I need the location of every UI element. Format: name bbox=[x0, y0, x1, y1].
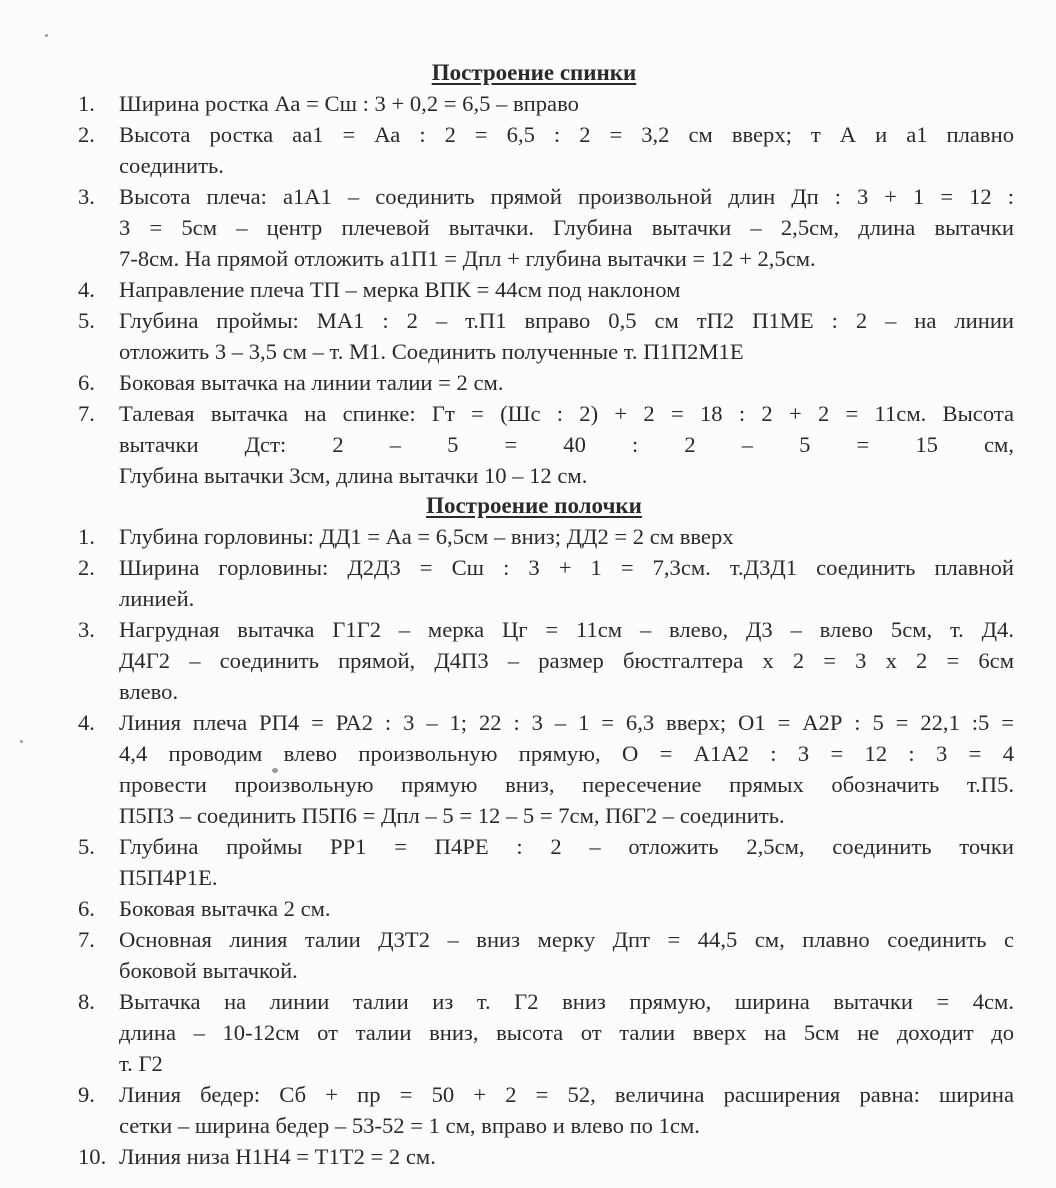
item-number: 5. bbox=[78, 834, 95, 859]
document-content bbox=[78, 58, 1014, 1172]
list-item bbox=[78, 305, 1014, 367]
item-number: 2. bbox=[78, 122, 95, 147]
item-text-line: Талевая вытачка на спинке: Гт = (Шс : 2) + 2 = 18 : 2 + 2 = 11см. Высота bbox=[119, 401, 1014, 426]
item-text-line: вытачки Дст: 2 – 5 = 40 : 2 – 5 = 15 см, bbox=[119, 432, 1014, 457]
item-text bbox=[119, 707, 1014, 831]
item-text-line: Боковая вытачка 2 см. bbox=[119, 896, 331, 921]
item-text-line: Вытачка на линии талии из т. Г2 вниз прямую, ширина вытачки = 4см. bbox=[119, 989, 1014, 1014]
list-item bbox=[78, 274, 1014, 305]
item-number: 7. bbox=[78, 401, 95, 426]
item-text-line: П5П3 – соединить П5П6 = Дпл – 5 = 12 – 5 = 7см, П6Г2 – соединить. bbox=[119, 803, 785, 828]
item-text-line: Д4Г2 – соединить прямой, Д4П3 – размер бюстгалтера х 2 = 3 х 2 = 6см bbox=[119, 648, 1014, 673]
list-item bbox=[78, 88, 1014, 119]
item-number: 1. bbox=[78, 91, 95, 116]
list-item bbox=[78, 1079, 1014, 1141]
item-number: 7. bbox=[78, 927, 95, 952]
item-text bbox=[119, 305, 1014, 367]
item-text bbox=[119, 1079, 1014, 1141]
item-text-line: Глубина вытачки 3см, длина вытачки 10 – 12 см. bbox=[119, 463, 588, 488]
item-text bbox=[119, 367, 1014, 398]
item-text bbox=[119, 521, 1014, 552]
item-number: 3. bbox=[78, 184, 95, 209]
scan-speck bbox=[45, 34, 48, 37]
item-text-line: Высота ростка аа1 = Аа : 2 = 6,5 : 2 = 3,2 см вверх; т А и а1 плавно bbox=[119, 122, 1014, 147]
item-text bbox=[119, 552, 1014, 614]
item-text-line: Боковая вытачка на линии талии = 2 см. bbox=[119, 370, 504, 395]
list-item bbox=[78, 1141, 1014, 1172]
item-text bbox=[119, 88, 1014, 119]
item-text bbox=[119, 986, 1014, 1079]
section-title-back: Построение спинки bbox=[431, 60, 637, 85]
item-text-line: влево. bbox=[119, 679, 179, 704]
item-text-line: П5П4Р1Е. bbox=[119, 865, 218, 890]
item-number: 10. bbox=[78, 1144, 107, 1169]
item-text-line: отложить 3 – 3,5 см – т. М1. Соединить полученные т. П1П2М1Е bbox=[119, 339, 744, 364]
scan-speck bbox=[20, 740, 23, 743]
item-number: 3. bbox=[78, 617, 95, 642]
item-number: 6. bbox=[78, 370, 95, 395]
item-text-line: Глубина горловины: ДД1 = Аа = 6,5см – вниз; ДД2 = 2 см вверх bbox=[119, 524, 734, 549]
list-item bbox=[78, 614, 1014, 707]
list-item bbox=[78, 831, 1014, 893]
item-text-line: Основная линия талии Д3Т2 – вниз мерку Дпт = 44,5 см, плавно соединить с bbox=[119, 927, 1014, 952]
list-item bbox=[78, 398, 1014, 491]
item-text-line: Ширина горловины: Д2Д3 = Сш : 3 + 1 = 7,3см. т.Д3Д1 соединить плавной bbox=[119, 555, 1014, 580]
item-text-line: Глубина проймы РР1 = П4РЕ : 2 – отложить 2,5см, соединить точки bbox=[119, 834, 1014, 859]
item-text-line: Линия плеча РП4 = РА2 : 3 – 1; 22 : 3 – 1 = 6,3 вверх; О1 = А2Р : 5 = 22,1 :5 = bbox=[119, 710, 1014, 735]
item-text-line: сетки – ширина бедер – 53-52 = 1 см, вправо и влево по 1см. bbox=[119, 1113, 700, 1138]
sections-container bbox=[78, 58, 1014, 1172]
item-text-line: боковой вытачкой. bbox=[119, 958, 298, 983]
instruction-list bbox=[78, 521, 1014, 1172]
item-text-line: линией. bbox=[119, 586, 195, 611]
item-text-line: провести произвольную прямую вниз, пересечение прямых обозначить т.П5. bbox=[119, 772, 1014, 797]
list-item bbox=[78, 986, 1014, 1079]
item-text bbox=[119, 1141, 1014, 1172]
section-title-front: Построение полочки bbox=[426, 493, 642, 518]
list-item bbox=[78, 367, 1014, 398]
item-text-line: 3 = 5см – центр плечевой вытачки. Глубина вытачки – 2,5см, длина вытачки bbox=[119, 215, 1014, 240]
item-text-line: 7-8см. На прямой отложить а1П1 = Дпл + глубина вытачки = 12 + 2,5см. bbox=[119, 246, 816, 271]
item-text bbox=[119, 831, 1014, 893]
item-text-line: соединить. bbox=[119, 153, 224, 178]
list-item bbox=[78, 521, 1014, 552]
item-text-line: Линия бедер: Сб + пр = 50 + 2 = 52, величина расширения равна: ширина bbox=[119, 1082, 1014, 1107]
item-text bbox=[119, 119, 1014, 181]
item-text bbox=[119, 398, 1014, 491]
item-text-line: длина – 10-12см от талии вниз, высота от талии вверх на 5см не доходит до bbox=[119, 1020, 1014, 1045]
item-text bbox=[119, 274, 1014, 305]
instruction-list bbox=[78, 88, 1014, 491]
item-text-line: т. Г2 bbox=[119, 1051, 163, 1076]
item-text bbox=[119, 893, 1014, 924]
item-text bbox=[119, 181, 1014, 274]
list-item bbox=[78, 707, 1014, 831]
item-text-line: Высота плеча: а1А1 – соединить прямой произвольной длин Дп : 3 + 1 = 12 : bbox=[119, 184, 1014, 209]
item-text-line: 4,4 проводим влево произвольную прямую, О = А1А2 : 3 = 12 : 3 = 4 bbox=[119, 741, 1014, 766]
item-number: 1. bbox=[78, 524, 95, 549]
item-number: 4. bbox=[78, 710, 95, 735]
list-item bbox=[78, 893, 1014, 924]
item-number: 5. bbox=[78, 308, 95, 333]
item-number: 2. bbox=[78, 555, 95, 580]
item-number: 6. bbox=[78, 896, 95, 921]
item-text-line: Линия низа Н1Н4 = Т1Т2 = 2 см. bbox=[119, 1144, 436, 1169]
list-item bbox=[78, 552, 1014, 614]
item-number: 8. bbox=[78, 989, 95, 1014]
item-text bbox=[119, 924, 1014, 986]
item-number: 9. bbox=[78, 1082, 95, 1107]
list-item bbox=[78, 181, 1014, 274]
list-item bbox=[78, 924, 1014, 986]
item-text-line: Нагрудная вытачка Г1Г2 – мерка Цг = 11см – влево, Д3 – влево 5см, т. Д4. bbox=[119, 617, 1014, 642]
item-text-line: Ширина ростка Аа = Сш : 3 + 0,2 = 6,5 – вправо bbox=[119, 91, 579, 116]
item-number: 4. bbox=[78, 277, 95, 302]
item-text bbox=[119, 614, 1014, 707]
list-item bbox=[78, 119, 1014, 181]
item-text-line: Направление плеча ТП – мерка ВПК = 44см под наклоном bbox=[119, 277, 681, 302]
item-text-line: Глубина проймы: МА1 : 2 – т.П1 вправо 0,5 см тП2 П1МЕ : 2 – на линии bbox=[119, 308, 1014, 333]
